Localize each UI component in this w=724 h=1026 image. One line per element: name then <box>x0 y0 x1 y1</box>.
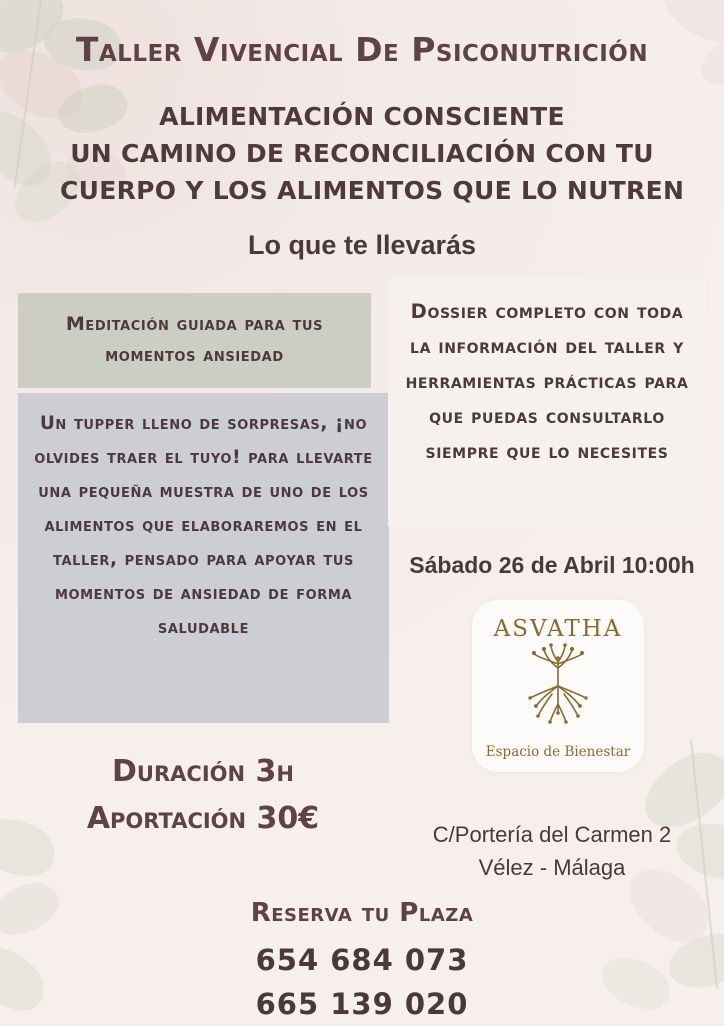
page-title: Taller Vivencial De Psiconutrición <box>75 30 649 69</box>
duration-line: Duración 3h <box>112 754 294 789</box>
event-date: Sábado 26 de Abril 10:00h <box>409 552 695 578</box>
brand-name: ASVATHA <box>493 616 623 642</box>
phone-2[interactable]: 665 139 020 <box>255 987 469 1021</box>
card-meditation: Meditación guiada para tus momentos ansiedad <box>18 293 371 388</box>
card-tupper: Un tupper lleno de sorpresas, ¡no olvides traer el tuyo! para llevarte una pequeña muestra de uno de los alimentos que elaboraremos en el taller, pensado para apoyar tus momentos de ansiedad de forma saludable <box>18 393 389 723</box>
subtitle <box>60 98 685 209</box>
tree-roots-icon <box>508 642 608 728</box>
address-line-1: C/Portería del Carmen 2 <box>432 822 672 847</box>
fee-line: Aportación 30€ <box>86 801 320 836</box>
brand-tagline: Espacio de Bienestar <box>485 744 631 760</box>
subtitle-line-1: ALIMENTACIÓN CONSCIENTE <box>159 102 565 131</box>
section-heading-takeaways: Lo que te llevarás <box>247 230 477 260</box>
contact-phones <box>0 938 724 1026</box>
subtitle-line-2: UN CAMINO DE RECONCILIACIÓN CON TU <box>70 139 654 168</box>
card-dossier: Dossier completo con toda la información del taller y herramientas prácticas para que puedas consultarlo siempre que lo necesites <box>388 278 706 526</box>
duration-and-fee <box>20 748 386 842</box>
reserve-call-to-action: Reserva tu Plaza <box>250 898 474 928</box>
address-line-2: Vélez - Málaga <box>478 855 626 880</box>
subtitle-line-3: CUERPO Y LOS ALIMENTOS QUE LO NUTREN <box>60 176 685 205</box>
phone-1[interactable]: 654 684 073 <box>255 943 469 977</box>
brand-logo <box>472 600 644 772</box>
venue-address <box>392 818 712 884</box>
